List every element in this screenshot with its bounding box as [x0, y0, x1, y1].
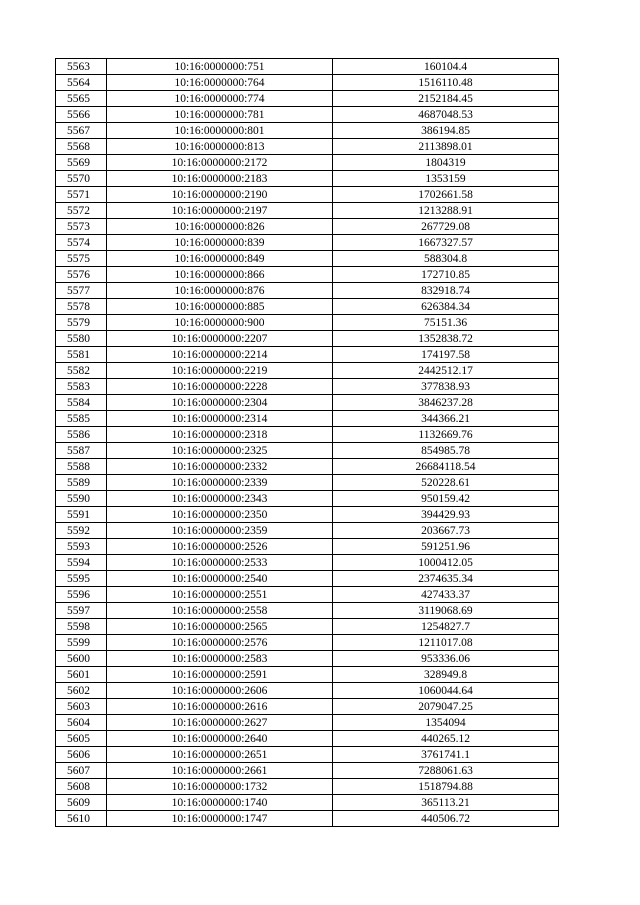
- row-id-cell: 5566: [56, 107, 107, 123]
- row-value-cell: 377838.93: [333, 379, 559, 395]
- row-id-cell: 5579: [56, 315, 107, 331]
- row-id-cell: 5570: [56, 171, 107, 187]
- table-row: [56, 411, 559, 427]
- row-time-cell: 10:16:0000000:2583: [107, 651, 333, 667]
- row-value-cell: 832918.74: [333, 283, 559, 299]
- table-row: [56, 363, 559, 379]
- row-id-cell: 5589: [56, 475, 107, 491]
- row-time-cell: 10:16:0000000:2214: [107, 347, 333, 363]
- row-id-cell: 5603: [56, 699, 107, 715]
- table-row: [56, 251, 559, 267]
- row-time-cell: 10:16:0000000:2627: [107, 715, 333, 731]
- row-id-cell: 5575: [56, 251, 107, 267]
- row-value-cell: 626384.34: [333, 299, 559, 315]
- row-time-cell: 10:16:0000000:2551: [107, 587, 333, 603]
- row-id-cell: 5577: [56, 283, 107, 299]
- row-value-cell: 394429.93: [333, 507, 559, 523]
- row-id-cell: 5606: [56, 747, 107, 763]
- row-value-cell: 160104.4: [333, 59, 559, 75]
- row-time-cell: 10:16:0000000:2325: [107, 443, 333, 459]
- row-value-cell: 1353159: [333, 171, 559, 187]
- table-row: [56, 619, 559, 635]
- row-time-cell: 10:16:0000000:900: [107, 315, 333, 331]
- row-id-cell: 5602: [56, 683, 107, 699]
- row-value-cell: 1702661.58: [333, 187, 559, 203]
- row-time-cell: 10:16:0000000:2540: [107, 571, 333, 587]
- row-id-cell: 5593: [56, 539, 107, 555]
- row-value-cell: 427433.37: [333, 587, 559, 603]
- row-id-cell: 5572: [56, 203, 107, 219]
- row-time-cell: 10:16:0000000:2359: [107, 523, 333, 539]
- table-row: [56, 747, 559, 763]
- table-row: [56, 139, 559, 155]
- table-row: [56, 219, 559, 235]
- row-id-cell: 5578: [56, 299, 107, 315]
- row-time-cell: 10:16:0000000:2339: [107, 475, 333, 491]
- table-row: [56, 91, 559, 107]
- row-value-cell: 328949.8: [333, 667, 559, 683]
- row-value-cell: 3846237.28: [333, 395, 559, 411]
- table-row: [56, 507, 559, 523]
- row-id-cell: 5587: [56, 443, 107, 459]
- row-id-cell: 5591: [56, 507, 107, 523]
- row-value-cell: 2374635.34: [333, 571, 559, 587]
- row-id-cell: 5568: [56, 139, 107, 155]
- row-id-cell: 5597: [56, 603, 107, 619]
- row-time-cell: 10:16:0000000:813: [107, 139, 333, 155]
- row-time-cell: 10:16:0000000:2640: [107, 731, 333, 747]
- table-row: [56, 715, 559, 731]
- row-value-cell: 1211017.08: [333, 635, 559, 651]
- row-time-cell: 10:16:0000000:876: [107, 283, 333, 299]
- row-value-cell: 386194.85: [333, 123, 559, 139]
- row-value-cell: 591251.96: [333, 539, 559, 555]
- row-time-cell: 10:16:0000000:751: [107, 59, 333, 75]
- row-id-cell: 5583: [56, 379, 107, 395]
- row-value-cell: 1000412.05: [333, 555, 559, 571]
- row-value-cell: 2152184.45: [333, 91, 559, 107]
- row-value-cell: 1516110.48: [333, 75, 559, 91]
- row-time-cell: 10:16:0000000:781: [107, 107, 333, 123]
- row-value-cell: 520228.61: [333, 475, 559, 491]
- row-id-cell: 5574: [56, 235, 107, 251]
- table-body: [56, 59, 559, 827]
- row-id-cell: 5599: [56, 635, 107, 651]
- row-time-cell: 10:16:0000000:2606: [107, 683, 333, 699]
- row-time-cell: 10:16:0000000:866: [107, 267, 333, 283]
- table-row: [56, 315, 559, 331]
- row-value-cell: 950159.42: [333, 491, 559, 507]
- row-time-cell: 10:16:0000000:2661: [107, 763, 333, 779]
- row-time-cell: 10:16:0000000:2651: [107, 747, 333, 763]
- table-row: [56, 539, 559, 555]
- row-id-cell: 5605: [56, 731, 107, 747]
- table-row: [56, 571, 559, 587]
- table-row: [56, 603, 559, 619]
- row-id-cell: 5569: [56, 155, 107, 171]
- table-row: [56, 667, 559, 683]
- row-id-cell: 5576: [56, 267, 107, 283]
- row-id-cell: 5571: [56, 187, 107, 203]
- row-id-cell: 5567: [56, 123, 107, 139]
- row-id-cell: 5581: [56, 347, 107, 363]
- row-value-cell: 1667327.57: [333, 235, 559, 251]
- row-time-cell: 10:16:0000000:2533: [107, 555, 333, 571]
- row-value-cell: 2113898.01: [333, 139, 559, 155]
- data-table: [55, 58, 559, 827]
- table-row: [56, 699, 559, 715]
- table-row: [56, 443, 559, 459]
- row-time-cell: 10:16:0000000:2343: [107, 491, 333, 507]
- table-row: [56, 523, 559, 539]
- row-time-cell: 10:16:0000000:2526: [107, 539, 333, 555]
- row-time-cell: 10:16:0000000:2304: [107, 395, 333, 411]
- table-row: [56, 75, 559, 91]
- row-id-cell: 5609: [56, 795, 107, 811]
- table-row: [56, 795, 559, 811]
- table-row: [56, 395, 559, 411]
- row-value-cell: 953336.06: [333, 651, 559, 667]
- row-value-cell: 854985.78: [333, 443, 559, 459]
- row-value-cell: 1352838.72: [333, 331, 559, 347]
- table-row: [56, 427, 559, 443]
- row-value-cell: 1060044.64: [333, 683, 559, 699]
- table-row: [56, 555, 559, 571]
- row-time-cell: 10:16:0000000:2183: [107, 171, 333, 187]
- row-id-cell: 5598: [56, 619, 107, 635]
- table-row: [56, 59, 559, 75]
- row-time-cell: 10:16:0000000:1740: [107, 795, 333, 811]
- row-value-cell: 172710.85: [333, 267, 559, 283]
- table-row: [56, 107, 559, 123]
- table-row: [56, 651, 559, 667]
- row-id-cell: 5584: [56, 395, 107, 411]
- row-time-cell: 10:16:0000000:2207: [107, 331, 333, 347]
- table-row: [56, 283, 559, 299]
- table-row: [56, 763, 559, 779]
- row-time-cell: 10:16:0000000:2576: [107, 635, 333, 651]
- row-time-cell: 10:16:0000000:849: [107, 251, 333, 267]
- table-row: [56, 203, 559, 219]
- table-row: [56, 299, 559, 315]
- row-id-cell: 5564: [56, 75, 107, 91]
- row-id-cell: 5563: [56, 59, 107, 75]
- row-id-cell: 5596: [56, 587, 107, 603]
- row-time-cell: 10:16:0000000:2565: [107, 619, 333, 635]
- row-time-cell: 10:16:0000000:2616: [107, 699, 333, 715]
- row-value-cell: 440265.12: [333, 731, 559, 747]
- table-row: [56, 779, 559, 795]
- row-time-cell: 10:16:0000000:826: [107, 219, 333, 235]
- row-id-cell: 5610: [56, 811, 107, 827]
- row-value-cell: 1213288.91: [333, 203, 559, 219]
- row-value-cell: 3761741.1: [333, 747, 559, 763]
- row-value-cell: 1254827.7: [333, 619, 559, 635]
- row-value-cell: 440506.72: [333, 811, 559, 827]
- row-value-cell: 267729.08: [333, 219, 559, 235]
- row-time-cell: 10:16:0000000:2558: [107, 603, 333, 619]
- row-value-cell: 588304.8: [333, 251, 559, 267]
- row-id-cell: 5573: [56, 219, 107, 235]
- row-id-cell: 5592: [56, 523, 107, 539]
- row-value-cell: 174197.58: [333, 347, 559, 363]
- row-time-cell: 10:16:0000000:2190: [107, 187, 333, 203]
- table-row: [56, 683, 559, 699]
- table-row: [56, 123, 559, 139]
- row-value-cell: 3119068.69: [333, 603, 559, 619]
- row-value-cell: 203667.73: [333, 523, 559, 539]
- row-time-cell: 10:16:0000000:2172: [107, 155, 333, 171]
- row-id-cell: 5565: [56, 91, 107, 107]
- row-id-cell: 5590: [56, 491, 107, 507]
- table-row: [56, 379, 559, 395]
- table-row: [56, 459, 559, 475]
- row-id-cell: 5594: [56, 555, 107, 571]
- row-time-cell: 10:16:0000000:2332: [107, 459, 333, 475]
- row-time-cell: 10:16:0000000:2350: [107, 507, 333, 523]
- table-row: [56, 587, 559, 603]
- row-time-cell: 10:16:0000000:2591: [107, 667, 333, 683]
- row-time-cell: 10:16:0000000:2197: [107, 203, 333, 219]
- table-row: [56, 155, 559, 171]
- row-id-cell: 5601: [56, 667, 107, 683]
- row-time-cell: 10:16:0000000:801: [107, 123, 333, 139]
- table-row: [56, 347, 559, 363]
- row-time-cell: 10:16:0000000:2314: [107, 411, 333, 427]
- row-time-cell: 10:16:0000000:2228: [107, 379, 333, 395]
- row-time-cell: 10:16:0000000:774: [107, 91, 333, 107]
- table-row: [56, 731, 559, 747]
- row-id-cell: 5604: [56, 715, 107, 731]
- row-time-cell: 10:16:0000000:1732: [107, 779, 333, 795]
- table-row: [56, 635, 559, 651]
- row-id-cell: 5585: [56, 411, 107, 427]
- table-row: [56, 491, 559, 507]
- row-id-cell: 5582: [56, 363, 107, 379]
- row-value-cell: 344366.21: [333, 411, 559, 427]
- row-id-cell: 5608: [56, 779, 107, 795]
- row-id-cell: 5600: [56, 651, 107, 667]
- row-value-cell: 26684118.54: [333, 459, 559, 475]
- row-time-cell: 10:16:0000000:2318: [107, 427, 333, 443]
- table-row: [56, 171, 559, 187]
- row-value-cell: 4687048.53: [333, 107, 559, 123]
- row-time-cell: 10:16:0000000:2219: [107, 363, 333, 379]
- row-value-cell: 7288061.63: [333, 763, 559, 779]
- row-time-cell: 10:16:0000000:1747: [107, 811, 333, 827]
- row-value-cell: 1518794.88: [333, 779, 559, 795]
- row-value-cell: 75151.36: [333, 315, 559, 331]
- table-row: [56, 235, 559, 251]
- row-id-cell: 5580: [56, 331, 107, 347]
- row-id-cell: 5607: [56, 763, 107, 779]
- table-row: [56, 331, 559, 347]
- row-id-cell: 5588: [56, 459, 107, 475]
- row-value-cell: 365113.21: [333, 795, 559, 811]
- row-value-cell: 2442512.17: [333, 363, 559, 379]
- row-time-cell: 10:16:0000000:839: [107, 235, 333, 251]
- row-value-cell: 1132669.76: [333, 427, 559, 443]
- row-time-cell: 10:16:0000000:885: [107, 299, 333, 315]
- table-row: [56, 475, 559, 491]
- row-id-cell: 5595: [56, 571, 107, 587]
- table-row: [56, 267, 559, 283]
- row-time-cell: 10:16:0000000:764: [107, 75, 333, 91]
- row-id-cell: 5586: [56, 427, 107, 443]
- row-value-cell: 1804319: [333, 155, 559, 171]
- table-row: [56, 811, 559, 827]
- row-value-cell: 2079047.25: [333, 699, 559, 715]
- row-value-cell: 1354094: [333, 715, 559, 731]
- table-row: [56, 187, 559, 203]
